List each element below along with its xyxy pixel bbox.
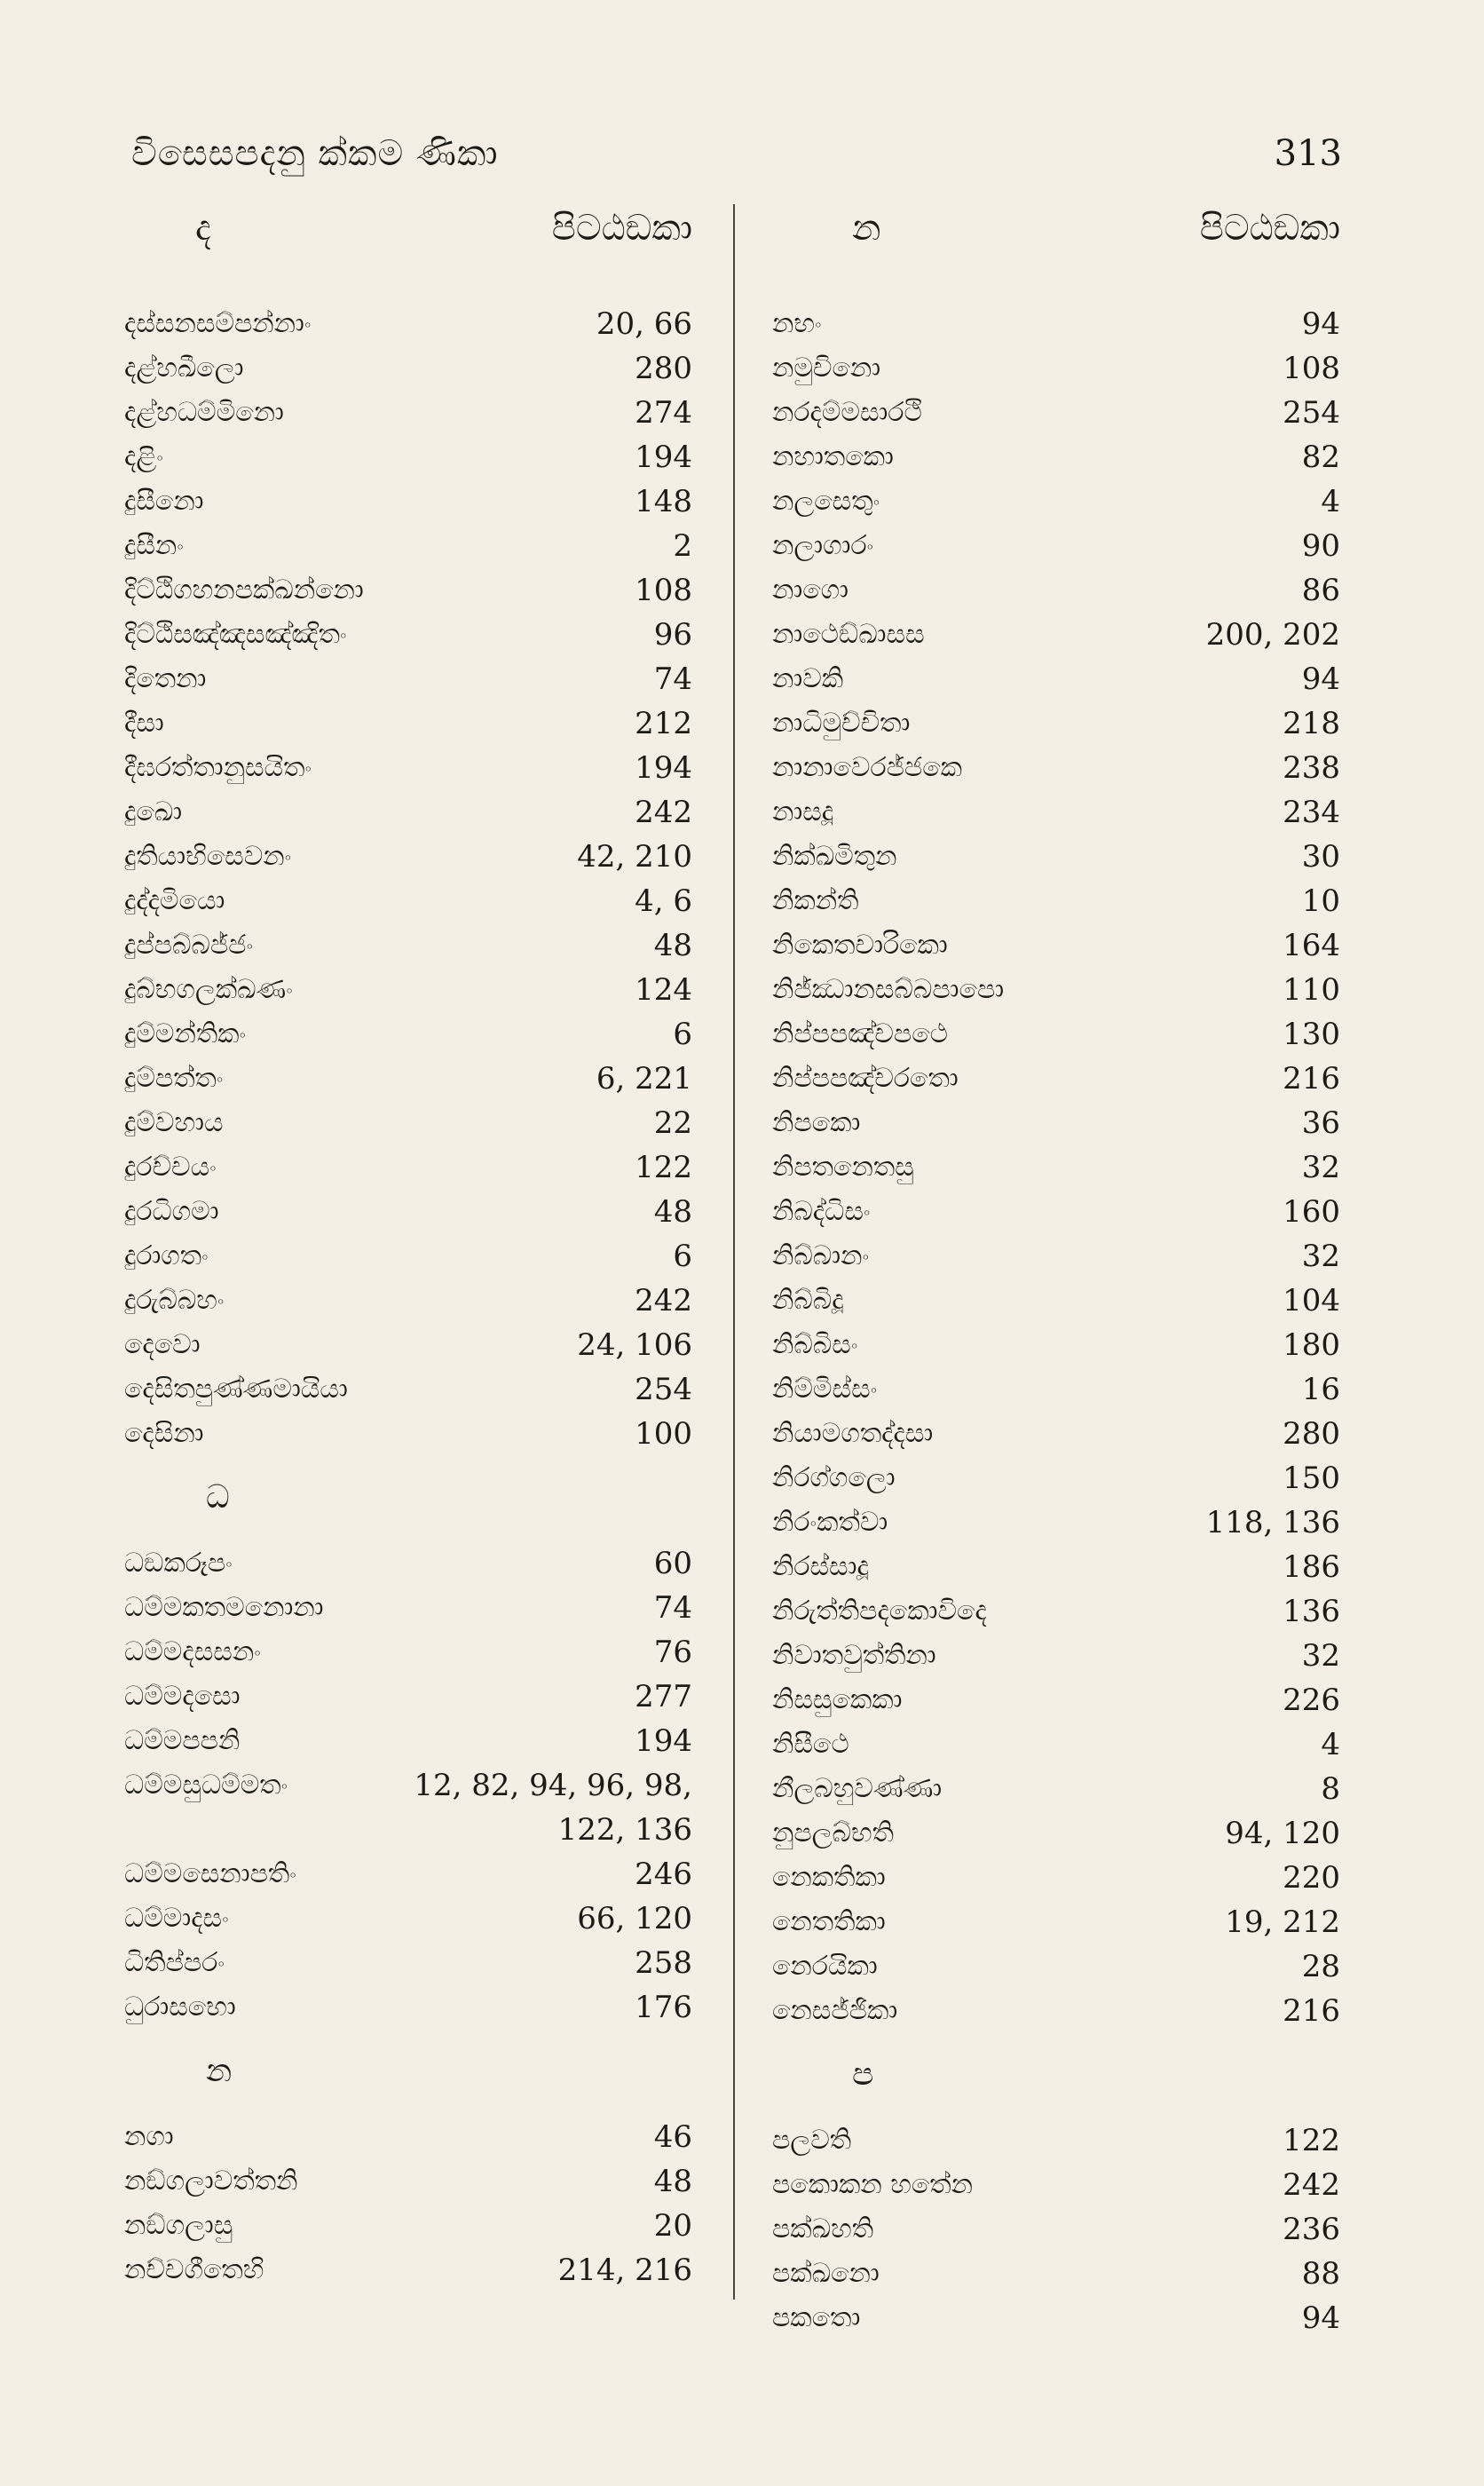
entry-word: ධුරාසභො [124, 1991, 236, 2023]
index-entry [772, 1767, 1340, 1811]
index-entry [124, 435, 692, 479]
index-entry [124, 923, 692, 968]
index-entry [772, 1545, 1340, 1589]
entry-word: නෙතතිකා [772, 1906, 886, 1937]
entry-pages: 122 [1283, 2123, 1340, 2158]
entry-pages: 36 [1301, 1105, 1340, 1141]
entry-pages: 8 [1321, 1771, 1340, 1807]
entry-word: නිරග්ගලො [772, 1462, 896, 1493]
index-entry [772, 391, 1340, 435]
index-entry [772, 1323, 1340, 1367]
entry-word: දුද්දමියො [124, 885, 225, 916]
index-entry [124, 2248, 692, 2292]
entry-word: පලවති [772, 2125, 852, 2156]
entry-pages: 130 [1283, 1017, 1340, 1052]
entry-pages: 280 [1283, 1416, 1340, 1452]
entry-word: නිප්පපඤ්චපථෙ [772, 1018, 948, 1049]
entry-word: ධම්මසුධම්මතං [124, 1769, 288, 1801]
entry-word: දුරච්චයං [124, 1152, 217, 1183]
right-column [772, 204, 1340, 2340]
entry-word: නික්ඛමිතුන [772, 841, 897, 872]
index-entry [772, 1145, 1340, 1190]
index-entry [124, 790, 692, 835]
entry-pages: 238 [1283, 750, 1340, 786]
index-entry [772, 968, 1340, 1012]
entry-pages: 118, 136 [1205, 1505, 1340, 1540]
index-entry [124, 2204, 692, 2248]
entry-pages: 104 [1283, 1283, 1340, 1318]
index-entry [124, 835, 692, 879]
entry-pages: 212 [635, 706, 692, 741]
section-letter: ධ [206, 1479, 230, 1516]
index-entry [124, 879, 692, 923]
entry-pages: 48 [653, 928, 692, 963]
section-letter: ප [852, 2056, 874, 2093]
index-entry [772, 2118, 1340, 2163]
index-entry [124, 1808, 692, 1852]
index-entry [124, 1630, 692, 1674]
index-entry [772, 835, 1340, 879]
entry-pages: 136 [1283, 1594, 1340, 1629]
entry-word: නෙරයිකා [772, 1951, 878, 1982]
column-header [772, 204, 1340, 302]
entry-word: නෙකතිකා [772, 1862, 886, 1893]
entry-pages: 246 [635, 1857, 692, 1892]
index-entry [772, 1678, 1340, 1722]
index-entry [772, 1811, 1340, 1856]
entry-word: දෙසිතපුණ්ණමායියා [124, 1374, 348, 1405]
index-entry [124, 568, 692, 613]
entry-word: නිපතනෙතසු [772, 1152, 914, 1183]
index-entry [124, 2159, 692, 2204]
entry-pages: 226 [1283, 1682, 1340, 1718]
entry-pages: 74 [653, 661, 692, 697]
entry-pages: 82 [1301, 439, 1340, 475]
entry-pages: 86 [1301, 573, 1340, 608]
index-entry [124, 391, 692, 435]
entry-word: දුරාගතං [124, 1240, 209, 1271]
entry-word: නලසෙතුං [772, 486, 880, 517]
entry-word: දිට්ඨිගහනපක්ඛන්නො [124, 574, 364, 606]
entry-pages: 30 [1301, 839, 1340, 875]
entry-word: නිරස්සාදූ [772, 1551, 869, 1582]
entry-pages: 180 [1283, 1327, 1340, 1363]
index-entry [772, 1500, 1340, 1545]
entry-pages: 48 [653, 1194, 692, 1230]
entry-word: ධම්මදසසනං [124, 1636, 261, 1667]
entry-word: නිබ්බිසං [772, 1329, 858, 1360]
entry-word: නභං [772, 308, 822, 339]
entry-word: දුරුබ්බහං [124, 1285, 225, 1316]
entry-word: නිම්මිස්සං [772, 1374, 878, 1405]
entry-pages: 16 [1301, 1372, 1340, 1407]
entry-pages: 220 [1283, 1860, 1340, 1896]
index-entry [124, 1234, 692, 1279]
entry-pages: 32 [1301, 1239, 1340, 1274]
entry-word: දීසා [124, 708, 164, 739]
entry-word: නමුචිනො [772, 352, 881, 384]
entry-word: දුතියාභිසෙවනං [124, 841, 292, 872]
entry-word: නිබ්බිදූ [772, 1285, 844, 1316]
entry-word: දුප්පබ්බජ්ජං [124, 930, 254, 961]
entry-pages: 94 [1301, 2300, 1340, 2336]
index-entry [124, 1719, 692, 1763]
entry-word: නිබද්ධිසං [772, 1196, 871, 1227]
entry-pages: 242 [635, 1283, 692, 1318]
index-entry [772, 1412, 1340, 1456]
entry-word: නිප්පපඤ්චරතො [772, 1063, 959, 1094]
index-entry [772, 1012, 1340, 1057]
entry-word: දුඛො [124, 796, 183, 827]
entry-word: නිසීථෙ [772, 1729, 849, 1760]
index-entry [772, 1944, 1340, 1989]
index-entry [124, 346, 692, 391]
entry-word: නිකෙතචාරිකො [772, 930, 948, 961]
entry-pages: 160 [1283, 1194, 1340, 1230]
index-entry [124, 1541, 692, 1586]
entry-pages: 96 [653, 617, 692, 653]
entry-word: ධඞකරූපං [124, 1548, 233, 1579]
column-divider [733, 204, 735, 2300]
index-entry [772, 1234, 1340, 1279]
entry-pages: 242 [1283, 2167, 1340, 2203]
index-entry [772, 1057, 1340, 1101]
entry-pages: 100 [635, 1416, 692, 1452]
entry-word: දුසීනං [124, 530, 184, 561]
entry-pages: 94 [1301, 306, 1340, 342]
entry-word: නීලබහුවණ්ණා [772, 1773, 943, 1804]
entry-pages: 94, 120 [1225, 1816, 1340, 1851]
index-entry [772, 568, 1340, 613]
section-letter: ද [195, 208, 211, 249]
entry-word: නිසසුකෙකා [772, 1684, 903, 1715]
entry-word: නියාමගතද්දසා [772, 1418, 934, 1449]
entry-word: නච්චගීතෙහි [124, 2254, 264, 2285]
entry-word: නිවාතවුත්තිනා [772, 1640, 936, 1671]
entry-word: නිපකො [772, 1107, 861, 1138]
entry-word: දිතෙනා [124, 663, 207, 694]
index-entry [124, 1852, 692, 1896]
section-heading [124, 1456, 692, 1541]
entry-pages: 28 [1301, 1949, 1340, 1984]
index-entry [124, 1586, 692, 1630]
index-entry [124, 1412, 692, 1456]
entry-pages: 280 [635, 351, 692, 386]
entry-pages: 242 [635, 795, 692, 830]
entry-pages: 124 [635, 972, 692, 1008]
index-entry [772, 1589, 1340, 1634]
entry-pages: 164 [1283, 928, 1340, 963]
index-entry [772, 701, 1340, 746]
entry-word: නිජ්ඣානසබ්බපාපො [772, 974, 1005, 1005]
index-entry [772, 1856, 1340, 1900]
index-entry [124, 1985, 692, 2030]
index-entry [124, 746, 692, 790]
entry-pages: 76 [653, 1635, 692, 1670]
index-entry [124, 1674, 692, 1719]
entry-word: දුම්මන්තිකං [124, 1018, 247, 1049]
entry-pages: 94 [1301, 661, 1340, 697]
entry-pages: 88 [1301, 2256, 1340, 2292]
entry-pages: 90 [1301, 528, 1340, 564]
entry-word: නහාතකො [772, 441, 894, 472]
index-entry [772, 1367, 1340, 1412]
entry-word: ධම්මපපනි [124, 1725, 241, 1756]
entry-pages: 122 [635, 1150, 692, 1185]
entry-word: පක්ඛහති [772, 2213, 874, 2245]
entry-pages: 148 [635, 484, 692, 519]
entry-pages: 60 [653, 1546, 692, 1581]
entry-pages: 194 [635, 750, 692, 786]
index-entry [124, 479, 692, 524]
entry-pages: 234 [1283, 795, 1340, 830]
entry-pages: 6 [673, 1239, 692, 1274]
entry-word: නිකන්ති [772, 885, 859, 916]
entry-word: නාථෙඞ්ඛාසස [772, 619, 925, 650]
index-entry [772, 2207, 1340, 2252]
entry-pages: 10 [1301, 883, 1340, 919]
index-entry [772, 923, 1340, 968]
entry-pages: 216 [1283, 1993, 1340, 2029]
entry-pages: 22 [653, 1105, 692, 1141]
entry-pages: 110 [1283, 972, 1340, 1008]
entry-pages: 108 [635, 573, 692, 608]
index-entry [772, 746, 1340, 790]
index-entry [124, 1057, 692, 1101]
running-title: විසෙසපදනු ක්කම ණිකා [131, 133, 499, 174]
entry-pages: 258 [635, 1945, 692, 1981]
entry-pages: 20 [653, 2208, 692, 2244]
entry-pages: 194 [635, 439, 692, 475]
entry-word: දුම්පත්තං [124, 1063, 224, 1094]
entry-pages: 216 [1283, 1061, 1340, 1097]
entry-word: දීඝරත්තානුසයිතං [124, 752, 312, 783]
index-entry [124, 524, 692, 568]
entry-word: නාවකි [772, 663, 844, 694]
entry-word: දිට්ඨිසඤ්ඤසඤ්ඤිතං [124, 619, 347, 650]
entry-word: දුරධිගමා [124, 1196, 219, 1227]
entry-pages: 254 [1283, 395, 1340, 431]
entry-word: දුම්වහාය [124, 1107, 224, 1138]
entry-word: නඞ්ගලාසු [124, 2210, 233, 2241]
pages-heading: පිටඨඞකා [551, 208, 692, 249]
entry-list [772, 302, 1340, 2033]
index-entry [772, 2163, 1340, 2207]
index-entry [772, 2296, 1340, 2340]
entry-pages: 66, 120 [577, 1901, 692, 1936]
entry-word: දුබ්භගලක්ඛණං [124, 974, 293, 1005]
index-entry [772, 1989, 1340, 2033]
index-entry [772, 613, 1340, 657]
index-entry [772, 790, 1340, 835]
index-entry [772, 1722, 1340, 1767]
section-letter: න [852, 208, 881, 249]
entry-word: නිරුත්තිපදකොවිදෙ [772, 1595, 987, 1627]
index-entry [124, 2115, 692, 2159]
index-entry [124, 1190, 692, 1234]
entry-pages: 236 [1283, 2212, 1340, 2247]
entry-pages: 32 [1301, 1638, 1340, 1674]
entry-word: දුසීනො [124, 486, 204, 517]
left-column [124, 204, 692, 2292]
index-entry [772, 1279, 1340, 1323]
entry-pages: 6, 221 [596, 1061, 692, 1097]
index-entry [124, 1323, 692, 1367]
entry-pages: 42, 210 [577, 839, 692, 875]
entry-pages: 214, 216 [557, 2252, 692, 2288]
index-entry [124, 968, 692, 1012]
entry-word: ධම්මසෙනාපතිං [124, 1858, 296, 1889]
entry-pages: 2 [673, 528, 692, 564]
index-entry [772, 479, 1340, 524]
index-entry [124, 1012, 692, 1057]
entry-word: නගා [124, 2121, 174, 2152]
entry-word: දළ්හඛීලො [124, 352, 244, 384]
entry-word: නාසදූ [772, 796, 834, 827]
entry-word: පකතො [772, 2302, 861, 2333]
entry-pages: 48 [653, 2164, 692, 2199]
entry-list [772, 2118, 1340, 2340]
entry-word: දස්සනසම්පන්නාං [124, 308, 312, 339]
index-entry [772, 2252, 1340, 2296]
entry-list [124, 2115, 692, 2292]
section-heading [772, 2033, 1340, 2118]
entry-word: නුපලබ්භති [772, 1817, 894, 1849]
entry-pages: 74 [653, 1590, 692, 1626]
entry-list [124, 1541, 692, 2030]
entry-pages: 254 [635, 1372, 692, 1407]
section-heading [124, 2030, 692, 2115]
index-entry [772, 524, 1340, 568]
entry-pages: 274 [635, 395, 692, 431]
index-entry [124, 1145, 692, 1190]
index-entry [772, 1101, 1340, 1145]
entry-word: දළ්හධම්මිනො [124, 397, 284, 428]
index-entry [772, 1634, 1340, 1678]
entry-word: නිරංකත්වා [772, 1507, 888, 1538]
entry-word: නානාවෙරජ්ජකෙ [772, 752, 962, 783]
entry-word: ධිතිප්පරං [124, 1947, 225, 1978]
entry-pages: 277 [635, 1679, 692, 1714]
index-entry [124, 1763, 692, 1808]
entry-pages: 218 [1283, 706, 1340, 741]
entry-word: ධම්මාදසං [124, 1903, 229, 1934]
index-entry [124, 302, 692, 346]
entry-word: දෙසිනා [124, 1418, 204, 1449]
entry-word: නරදම්මසාරථි [772, 397, 922, 428]
entry-word: නාගො [772, 574, 849, 606]
index-entry [124, 613, 692, 657]
entry-pages: 46 [653, 2119, 692, 2155]
index-entry [124, 1279, 692, 1323]
index-entry [124, 1367, 692, 1412]
entry-word: ධම්මදසො [124, 1681, 241, 1712]
index-entry [124, 1101, 692, 1145]
entry-pages: 19, 212 [1225, 1904, 1340, 1940]
entry-pages: 20, 66 [596, 306, 692, 342]
column-header [124, 204, 692, 302]
index-entry [772, 879, 1340, 923]
entry-word: දෙවො [124, 1329, 201, 1360]
entry-pages: 4, 6 [635, 883, 692, 919]
entry-pages: 4 [1321, 484, 1340, 519]
entry-pages: 24, 106 [577, 1327, 692, 1363]
entry-pages: 4 [1321, 1727, 1340, 1762]
index-entry [772, 302, 1340, 346]
index-entry [124, 657, 692, 701]
page-number: 313 [1274, 133, 1342, 174]
entry-pages: 12, 82, 94, 96, 98, [414, 1768, 692, 1803]
entry-pages: 186 [1283, 1549, 1340, 1585]
index-entry [124, 1941, 692, 1985]
index-entry [772, 1456, 1340, 1500]
entry-word: ධම්මකතමනොනා [124, 1592, 324, 1623]
entry-pages: 6 [673, 1017, 692, 1052]
entry-word: පකොකන හතේන [772, 2169, 973, 2200]
index-entry [124, 701, 692, 746]
index-entry [772, 435, 1340, 479]
entry-pages: 176 [635, 1990, 692, 2025]
entry-word: නඞ්ගලාවත්තනි [124, 2165, 298, 2197]
index-entry [772, 1900, 1340, 1944]
entry-pages: 32 [1301, 1150, 1340, 1185]
entry-pages: 200, 202 [1205, 617, 1340, 653]
entry-word: දළිං [124, 441, 163, 472]
entry-list [124, 302, 692, 1456]
index-entry [124, 1896, 692, 1941]
index-entry [772, 1190, 1340, 1234]
entry-word: නිබ්බානං [772, 1240, 870, 1271]
entry-pages: 122, 136 [557, 1812, 692, 1848]
index-entry [772, 346, 1340, 391]
entry-word: නෙසජ්ජිකා [772, 1995, 898, 2026]
section-letter: න [206, 2053, 233, 2089]
entry-pages: 150 [1283, 1461, 1340, 1496]
entry-word: නාධිමුච්චිතා [772, 708, 911, 739]
entry-word: පක්ඛනො [772, 2258, 880, 2289]
entry-word: නලාගාරං [772, 530, 874, 561]
index-entry [772, 657, 1340, 701]
pages-heading: පිටඨඞකා [1199, 208, 1340, 249]
entry-pages: 194 [635, 1723, 692, 1759]
entry-pages: 108 [1283, 351, 1340, 386]
